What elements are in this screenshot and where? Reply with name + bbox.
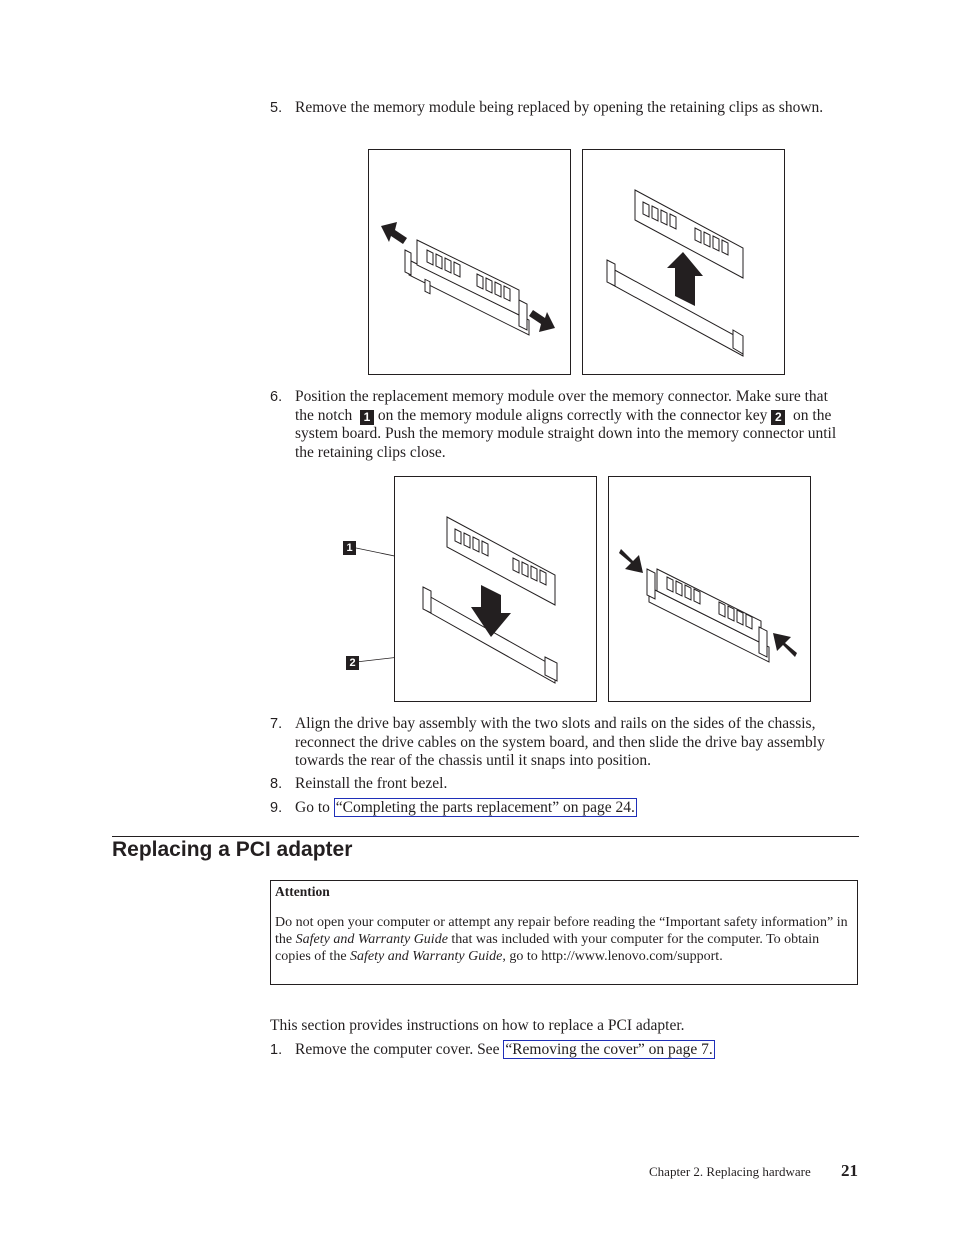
callout-badge-2: 2 xyxy=(771,410,785,425)
page-number: 21 xyxy=(841,1161,858,1180)
figure-align-module xyxy=(394,476,597,702)
step-9 xyxy=(270,799,850,818)
step-text xyxy=(295,799,850,818)
step-text: Reinstall the front bezel. xyxy=(295,775,448,792)
step-number: 5. xyxy=(270,100,283,116)
step-7 xyxy=(270,715,850,771)
step-number: 6. xyxy=(270,389,283,405)
step-1 xyxy=(270,1041,850,1060)
step-8 xyxy=(270,775,850,794)
step-text xyxy=(295,388,850,462)
step-text-part: on the memory module aligns correctly with the connector key xyxy=(377,406,768,424)
step-text-part: on the system board. Push the memory module straight down into the memory connector until the retaining clips close. xyxy=(295,406,837,461)
step-number: 7. xyxy=(270,716,283,732)
attention-title: Attention xyxy=(275,884,330,899)
step-number: 9. xyxy=(270,800,283,816)
figure-open-clips xyxy=(368,149,571,375)
callout-badge-1: 1 xyxy=(360,410,374,425)
step-text: Remove the memory module being replaced by opening the retaining clips as shown. xyxy=(295,99,824,116)
footer-chapter: Chapter 2. Replacing hardware xyxy=(649,1164,811,1179)
section-heading: Replacing a PCI adapter xyxy=(112,838,353,861)
attention-body xyxy=(275,914,850,965)
figure-callout-2: 2 xyxy=(346,656,359,670)
step-number: 8. xyxy=(270,776,283,792)
figure-insert-module xyxy=(608,476,811,702)
completing-parts-replacement-link[interactable]: “Completing the parts replacement” on page 24. xyxy=(335,799,635,816)
guide-title: Safety and Warranty Guide xyxy=(295,932,448,947)
attention-text-part: Do not open your computer or attempt any repair before reading the “Important safety information” in the xyxy=(275,915,848,947)
step-text xyxy=(295,1041,850,1060)
attention-text-part: that was included with your computer for the computer. To obtain copies of the xyxy=(275,932,820,964)
removing-cover-link[interactable]: “Removing the cover” on page 7. xyxy=(505,1041,713,1058)
step-text-part: Position the replacement memory module over the memory connector. Make sure that the notch xyxy=(295,388,828,424)
section-intro: This section provides instructions on how to replace a PCI adapter. xyxy=(270,1017,685,1034)
step-number: 1. xyxy=(270,1042,283,1058)
step-6 xyxy=(270,388,850,462)
step-text-part: Go to xyxy=(295,799,330,816)
attention-text-part: , go to http://www.lenovo.com/support. xyxy=(502,949,723,964)
guide-title: Safety and Warranty Guide xyxy=(350,949,503,964)
step-5 xyxy=(270,99,850,118)
step-text-part: Remove the computer cover. See xyxy=(295,1041,500,1058)
step-text: Align the drive bay assembly with the two slots and rails on the sides of the chassis, reconnect the drive cables on the system board, and then slide the drive bay assembly towards the rear of the chassis until it snaps into position. xyxy=(295,715,825,769)
figure-remove-module xyxy=(582,149,785,375)
attention-notice xyxy=(270,880,858,985)
figure-callout-1: 1 xyxy=(343,541,356,555)
section-divider xyxy=(112,836,859,837)
